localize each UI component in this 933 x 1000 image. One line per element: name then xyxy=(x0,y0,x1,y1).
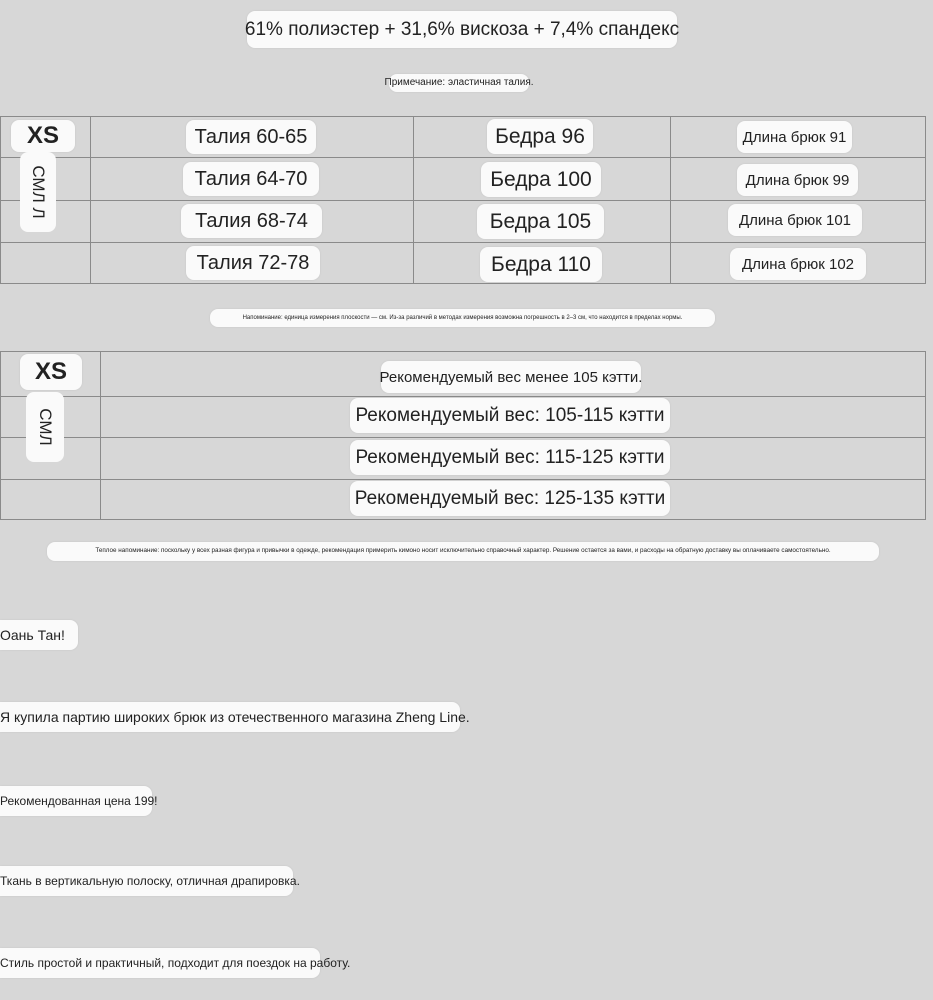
waist-cell: Талия 72-78 xyxy=(186,246,320,280)
hips-cell: Бедра 100 xyxy=(481,162,601,197)
weight-row: Рекомендуемый вес: 125-135 кэтти xyxy=(350,481,670,516)
waist-cell: Талия 60-65 xyxy=(186,120,316,154)
size-vertical-label: СМЛ Л xyxy=(20,152,56,232)
weight-size-label-xs: XS xyxy=(20,354,82,390)
waist-cell: Талия 64-70 xyxy=(183,162,319,196)
hips-cell: Бедра 96 xyxy=(487,119,593,154)
hips-cell: Бедра 110 xyxy=(480,247,602,282)
length-cell: Длина брюк 99 xyxy=(737,164,858,196)
weight-row: Рекомендуемый вес: 105-115 кэтти xyxy=(350,398,670,433)
waist-cell: Талия 68-74 xyxy=(181,204,322,238)
length-cell: Длина брюк 101 xyxy=(728,204,862,236)
length-cell: Длина брюк 102 xyxy=(730,248,866,280)
story-caption: Ткань в вертикальную полоску, отличная драпировка. xyxy=(0,866,293,896)
story-caption: Стиль простой и практичный, подходит для поездок на работу. xyxy=(0,948,320,978)
elastic-waist-note: Примечание: эластичная талия. xyxy=(389,74,529,92)
hips-cell: Бедра 105 xyxy=(477,204,604,239)
weight-vertical-label: СМЛ xyxy=(26,392,64,462)
story-caption: Я купила партию широких брюк из отечественного магазина Zheng Line. xyxy=(0,702,460,732)
size-label-xs: XS xyxy=(11,120,75,152)
fabric-composition: 61% полиэстер + 31,6% вискоза + 7,4% спандекс xyxy=(247,11,677,48)
weight-row: Рекомендуемый вес: 115-125 кэтти xyxy=(350,440,670,475)
story-caption: Рекомендованная цена 199! xyxy=(0,786,152,816)
warm-reminder: Теплое напоминание: поскольку у всех разная фигура и привычки в одежде, рекомендация примерить кимоно носит исключительно справочный характер. Решение остается за вами, и расходы на обратную доставку вы оплачиваете самостоятельно. xyxy=(47,542,879,561)
story-caption: Оань Тан! xyxy=(0,620,78,650)
length-cell: Длина брюк 91 xyxy=(737,121,852,153)
weight-row: Рекомендуемый вес менее 105 кэтти. xyxy=(381,361,641,393)
measurement-reminder: Напоминание: единица измерения плоскости — см. Из-за различий в методах измерения возможна погрешность в 2–3 см, что находится в пределах нормы. xyxy=(210,309,715,327)
